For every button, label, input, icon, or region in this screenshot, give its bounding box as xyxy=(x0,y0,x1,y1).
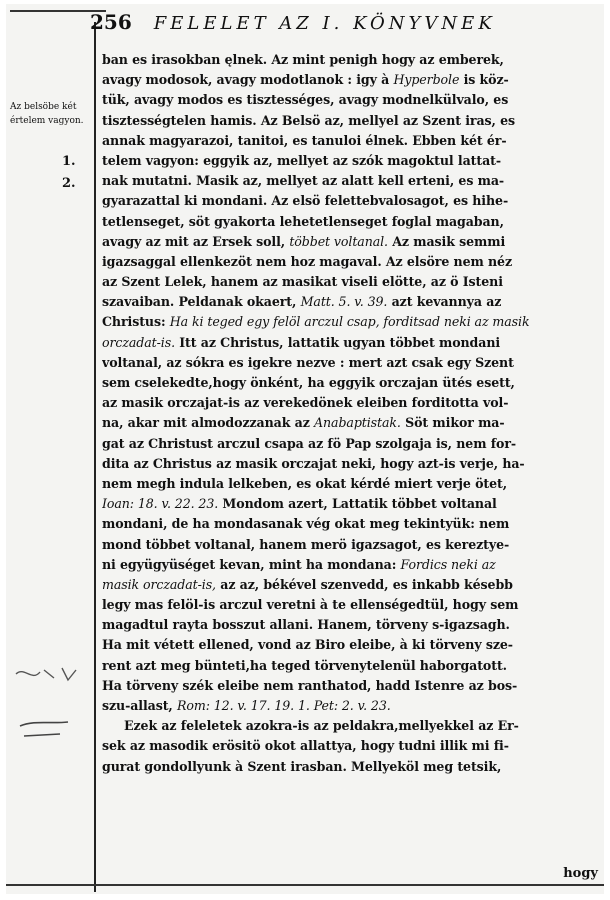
text-segment: az az, békével szenvedd, es inkabb késebb xyxy=(215,576,513,592)
margin-note: Az belsöbe két értelem vagyon. xyxy=(10,102,84,126)
text-line xyxy=(102,252,600,272)
italic-segment: Ioan: 18. v. 22. 23. xyxy=(102,496,219,512)
italic-segment: orczadat-is. xyxy=(102,334,175,350)
text-segment: szavaiban. Peldanak okaert, xyxy=(102,294,301,310)
text-segment: gurat gondollyunk à Szent irasban. Mellyeköl meg tetsik, xyxy=(102,758,502,774)
text-segment: tisztességtelen hamis. Az Belsö az, mellyel az Szent iras, es xyxy=(102,112,515,128)
text-line xyxy=(102,50,600,70)
text-line xyxy=(102,494,600,514)
text-line xyxy=(102,111,600,131)
text-line xyxy=(102,434,600,454)
text-line xyxy=(102,70,600,90)
italic-segment: masik orczadat-is, xyxy=(102,576,216,592)
italic-segment: Fordics neki az xyxy=(400,556,496,572)
text-segment: Mondom azert, Lattatik többet voltanal xyxy=(218,496,497,512)
text-line xyxy=(102,555,600,575)
bottom-rule xyxy=(6,884,604,886)
text-segment: szu-allast, xyxy=(102,698,177,713)
page-header xyxy=(90,10,600,40)
text-line xyxy=(102,595,600,615)
text-line xyxy=(102,736,600,756)
text-segment: rent azt meg bünteti,ha teged törvenytelenül haborgatott. xyxy=(102,657,507,673)
text-segment: Itt az Christus, lattatik ugyan többet mondani xyxy=(174,334,501,350)
text-segment: az Szent Lelek, hanem az masikat viseli elötte, az ö Isteni xyxy=(102,274,503,290)
text-segment: Söt mikor ma- xyxy=(400,415,505,431)
text-segment: voltanal, az sókra es igekre nezve : mert azt csak egy Szent xyxy=(102,354,514,370)
text-segment: Christus: xyxy=(102,314,170,330)
text-line xyxy=(102,716,600,736)
text-segment: ban es irasokban ęlnek. Az mint penigh hogy az emberek, xyxy=(102,52,504,67)
text-segment: igazsaggal ellenkezöt nem hoz magaval. Az elsöre nem néz xyxy=(102,253,513,269)
text-line xyxy=(102,232,600,252)
text-segment: avagy az mit az Ersek soll, xyxy=(102,233,290,249)
italic-segment: Ha ki teged egy felöl arczul csap, forditsad neki az masik xyxy=(169,314,530,330)
text-segment: avagy modosok, avagy modotlanok : igy à xyxy=(102,72,394,88)
text-line xyxy=(102,393,600,413)
text-segment: nak mutatni. Masik az, mellyet az alatt kell erteni, es ma- xyxy=(102,173,505,189)
text-segment: na, akar mit almodozzanak az xyxy=(102,415,315,431)
text-line xyxy=(102,151,600,171)
text-line xyxy=(102,454,600,474)
running-title: FELELET AZ I. KÖNYVNEK xyxy=(153,13,496,34)
text-segment: Az masik semmi xyxy=(387,233,506,249)
margin-rule xyxy=(94,22,96,892)
italic-segment: Rom: 12. v. 17. 19. 1. Pet: 2. v. 23. xyxy=(177,698,391,713)
italic-segment: Hyperbole xyxy=(393,72,460,88)
text-segment: Ha törveny szék eleibe nem ranthatod, hadd Istenre az bos- xyxy=(102,677,518,693)
text-line xyxy=(102,272,600,292)
text-line xyxy=(102,635,600,655)
text-segment: Ezek az feleletek azokra-is az peldakra,mellyekkel az Er- xyxy=(124,718,519,734)
text-segment: dita az Christus az masik orczajat neki, hogy azt-is verje, ha- xyxy=(102,455,525,471)
text-line xyxy=(102,656,600,676)
text-segment: azt kevannya az xyxy=(387,294,502,310)
text-segment: ni együgyüséget kevan, mint ha mondana: xyxy=(102,556,401,572)
text-segment: magadtul rayta bosszut allani. Hanem, törveny s-igazsagh. xyxy=(102,617,510,633)
text-segment: telem vagyon: eggyik az, mellyet az szók magoktul lattat- xyxy=(102,152,501,168)
catchword: hogy xyxy=(563,866,598,881)
text-segment: Ha mit vétett ellened, vond az Biro eleibe, à ki törveny sze- xyxy=(102,637,513,653)
margin-number-2: 2. xyxy=(62,176,76,191)
text-segment: is köz- xyxy=(459,72,509,88)
text-segment: sem cselekedte,hogy önként, ha eggyik orczajan ütés esett, xyxy=(102,375,515,390)
text-line xyxy=(102,353,600,373)
text-segment: sek az masodik erösitö okot allattya, hogy tudni illik mi fi- xyxy=(102,738,509,754)
text-line xyxy=(102,696,600,716)
text-line xyxy=(102,312,600,332)
text-segment: gat az Christust arczul csapa az fö Pap szolgaja is, nem for- xyxy=(102,435,517,451)
text-line xyxy=(102,535,600,555)
text-segment: tük, avagy modos es tisztességes, avagy modnelkülvalo, es xyxy=(102,92,509,108)
page-number: 256 xyxy=(90,10,132,34)
text-segment: tetlenseget, söt gyakorta lehetetlenseget foglal magaban, xyxy=(102,213,504,229)
text-line xyxy=(102,575,600,595)
text-line xyxy=(102,373,600,393)
text-line xyxy=(102,191,600,211)
book-page xyxy=(6,4,604,894)
text-line xyxy=(102,292,600,312)
text-segment: mond többet voltanal, hanem merö igazsagot, es kereztye- xyxy=(102,536,510,552)
text-line xyxy=(102,615,600,635)
text-line xyxy=(102,131,600,151)
text-line xyxy=(102,757,600,777)
text-line xyxy=(102,212,600,232)
text-line xyxy=(102,514,600,534)
text-line xyxy=(102,413,600,433)
italic-segment: Anabaptistak. xyxy=(314,415,401,431)
text-line xyxy=(102,676,600,696)
margin-number-1: 1. xyxy=(62,154,76,169)
italic-segment: többet voltanal. xyxy=(289,233,388,249)
body-text xyxy=(102,50,600,777)
text-segment: nem megh indula lelkeben, es okat kérdé miert verje ötet, xyxy=(102,475,508,491)
text-line xyxy=(102,333,600,353)
text-segment: mondani, de ha mondasanak vég okat meg tekintyük: nem xyxy=(102,516,510,532)
text-segment: az masik orczajat-is az verekedönek eleiben forditotta vol- xyxy=(102,395,509,411)
text-line xyxy=(102,474,600,494)
text-segment: legy mas felöl-is arczul veretni à te ellenségedtül, hogy sem xyxy=(102,597,519,613)
italic-segment: Matt. 5. v. 39. xyxy=(300,294,388,310)
text-line xyxy=(102,171,600,191)
handwritten-annotation-icon xyxy=(10,664,90,764)
text-segment: gyarazattal ki mondani. Az elsö felettebvalosagot, es hihe- xyxy=(102,193,509,209)
text-line xyxy=(102,90,600,110)
text-segment: annak magyarazoi, tanitoi, es tanuloi élnek. Ebben két ér- xyxy=(102,132,507,148)
